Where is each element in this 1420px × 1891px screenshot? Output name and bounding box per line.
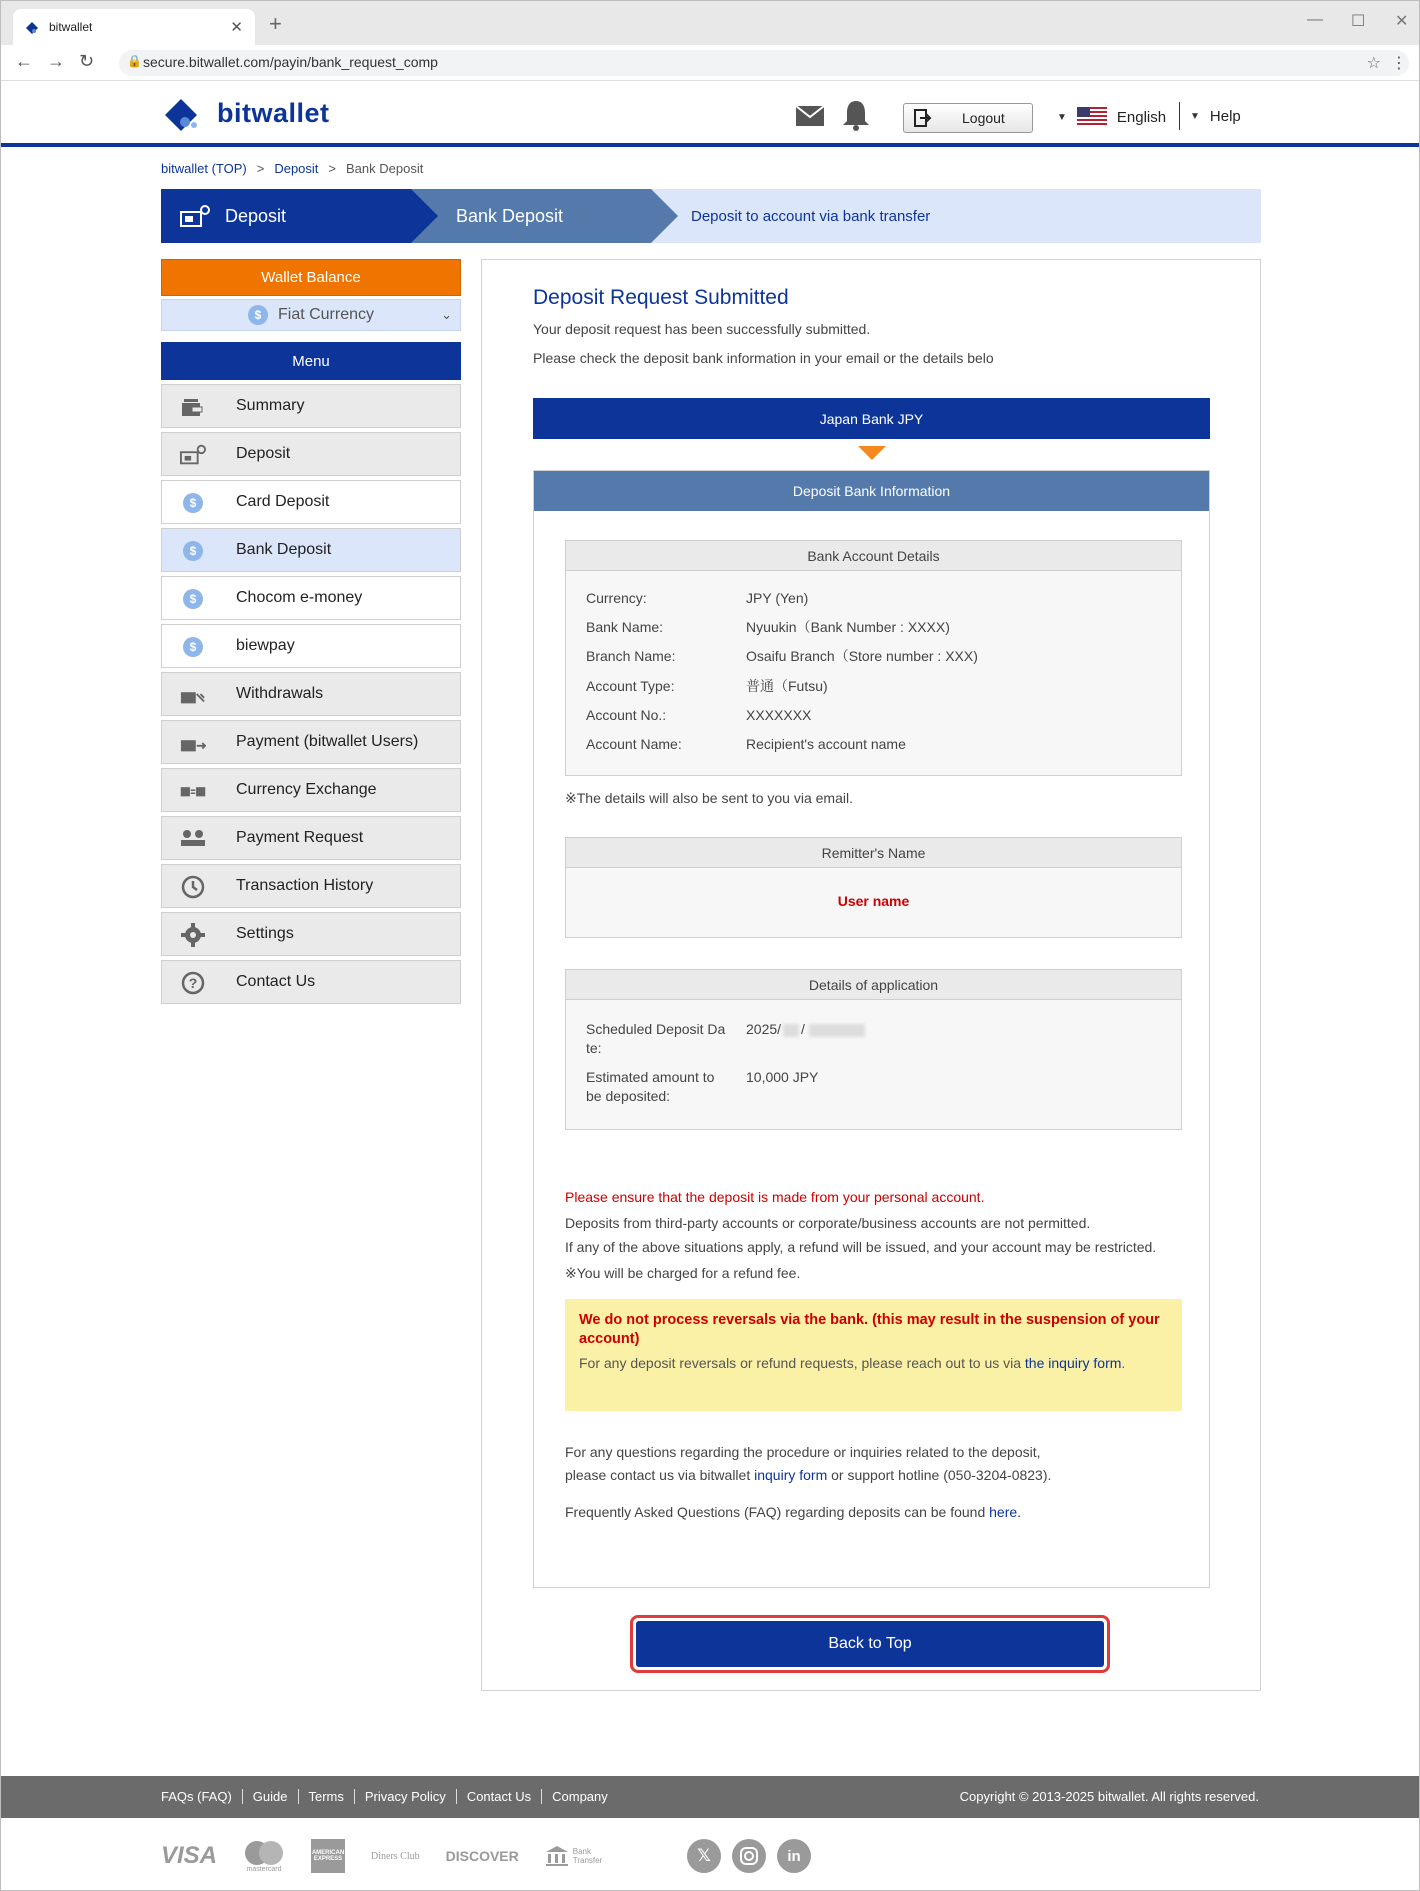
- amount-label-1: Estimated amount to: [586, 1069, 715, 1085]
- sidebar-item-payment[interactable]: [161, 720, 461, 764]
- footer-link-guide[interactable]: Guide: [243, 1789, 299, 1804]
- mastercard-text: mastercard: [246, 1865, 282, 1873]
- sidebar-item-card-deposit[interactable]: [161, 480, 461, 524]
- questions-text: [565, 1441, 1051, 1487]
- sidebar-item-label: Contact Us: [236, 973, 316, 990]
- maximize-icon[interactable]: ☐: [1351, 13, 1366, 30]
- detail-label: [586, 1020, 736, 1058]
- sidebar-item-label: Transaction History: [236, 877, 374, 894]
- users-icon: [180, 827, 206, 851]
- down-triangle-icon: [858, 446, 886, 460]
- sidebar-item-deposit[interactable]: [161, 432, 461, 476]
- logout-button[interactable]: [903, 103, 1033, 133]
- deposit-bank-info-header: Deposit Bank Information: [534, 471, 1209, 511]
- deposit-bank-information: [533, 470, 1210, 1588]
- dollar-coin-icon: $: [183, 637, 203, 657]
- step-description: Deposit to account via bank transfer: [691, 207, 931, 225]
- logout-label: Logout: [962, 110, 1005, 126]
- breadcrumb: [161, 161, 423, 176]
- dollar-coin-icon: $: [183, 493, 203, 513]
- dollar-coin-icon: $: [183, 589, 203, 609]
- fiat-currency-label: Fiat Currency: [277, 306, 375, 323]
- remitter-name-box: [565, 837, 1182, 938]
- dollar-coin-icon: $: [248, 305, 268, 325]
- detail-label: [586, 1068, 736, 1106]
- detail-value: Recipient's account name: [746, 736, 906, 752]
- questions-line2a: please contact us via bitwallet: [565, 1467, 755, 1483]
- copyright: Copyright © 2013-2025 bitwallet. All rights reserved.: [959, 1789, 1259, 1804]
- history-icon: [180, 875, 206, 899]
- caret-down-icon: ▼: [1190, 110, 1200, 122]
- wallet-balance-button[interactable]: Wallet Balance: [161, 259, 461, 296]
- breadcrumb-top-link[interactable]: bitwallet (TOP): [161, 161, 247, 176]
- x-twitter-icon[interactable]: 𝕏: [687, 1839, 721, 1873]
- mail-icon[interactable]: [795, 105, 825, 131]
- sidebar: [161, 259, 461, 1004]
- close-window-icon[interactable]: ✕: [1395, 13, 1409, 30]
- step-arrow: [651, 189, 678, 243]
- deposit-date-label-1: Scheduled Deposit Da: [586, 1021, 726, 1037]
- detail-value: Nyuukin（Bank Number : XXXX): [746, 619, 950, 635]
- email-note: ※The details will also be sent to you via email.: [565, 790, 853, 806]
- linkedin-icon[interactable]: in: [777, 1839, 811, 1873]
- diners-club-logo: Diners Club: [371, 1850, 420, 1862]
- deposit-icon: [180, 443, 206, 467]
- visa-logo: VISA: [161, 1842, 218, 1869]
- application-details-box: [565, 969, 1182, 1130]
- detail-value: 2025/ /: [746, 1020, 865, 1039]
- forward-arrow-icon[interactable]: →: [47, 51, 65, 71]
- sidebar-item-label: Currency Exchange: [236, 781, 377, 798]
- sidebar-item-chocom[interactable]: [161, 576, 461, 620]
- amount-value: 10,000 JPY: [746, 1069, 819, 1085]
- reversal-text-end: .: [1121, 1355, 1126, 1371]
- gear-icon: [180, 923, 206, 947]
- lock-icon: 🔒: [127, 54, 142, 68]
- amount-label-2: be deposited:: [586, 1088, 671, 1104]
- logo-mark-icon: [161, 95, 207, 131]
- language-selector[interactable]: [1057, 107, 1166, 127]
- wallet-icon: [180, 395, 206, 419]
- sidebar-item-summary[interactable]: [161, 384, 461, 428]
- faq-text-body: Frequently Asked Questions (FAQ) regarding deposits can be found: [565, 1504, 990, 1520]
- inquiry-form-link[interactable]: inquiry form: [754, 1467, 828, 1483]
- coin-icon: [180, 587, 206, 611]
- deposit-date-label-2: te:: [586, 1040, 602, 1056]
- browser-tab-strip: [1, 1, 1419, 45]
- browser-menu-icon[interactable]: ⋮: [1391, 55, 1407, 72]
- discover-logo: DISCOVER: [445, 1848, 519, 1864]
- address-bar-row: [1, 45, 1419, 81]
- sidebar-item-label: Summary: [236, 397, 305, 414]
- page-title: Deposit Request Submitted: [533, 286, 789, 309]
- bank-transfer-logo: [545, 1845, 607, 1867]
- instagram-icon[interactable]: [732, 1839, 766, 1873]
- step-arrow: [411, 189, 438, 243]
- step-deposit: [161, 189, 411, 243]
- bank-building-icon: [545, 1845, 569, 1867]
- questions-line1: For any questions regarding the procedure or inquiries related to the deposit,: [565, 1444, 1041, 1460]
- bank-selection-bar: Japan Bank JPY: [533, 398, 1210, 439]
- new-tab-icon[interactable]: +: [269, 11, 282, 36]
- url-text: secure.bitwallet.com/payin/bank_request_comp: [143, 54, 438, 70]
- detail-label: Account No.:: [586, 707, 667, 723]
- remitter-name-title: Remitter's Name: [566, 838, 1181, 868]
- site-header: [1, 81, 1419, 147]
- url-field[interactable]: [119, 50, 1409, 76]
- sidebar-item-label: Payment (bitwallet Users): [236, 733, 419, 750]
- question-icon: [180, 971, 206, 995]
- bitwallet-favicon: [25, 20, 39, 34]
- us-flag-icon: [1077, 107, 1107, 127]
- application-details-title: Details of application: [566, 970, 1181, 1000]
- footer-link-privacy[interactable]: Privacy Policy: [355, 1789, 457, 1804]
- personal-account-warning: Please ensure that the deposit is made from your personal account.: [565, 1189, 985, 1205]
- svg-text:?: ?: [188, 975, 198, 991]
- deposit-icon: [179, 204, 211, 228]
- browser-tab-title: bitwallet: [49, 20, 93, 34]
- sidebar-item-label: biewpay: [236, 637, 295, 654]
- fiat-currency-dropdown[interactable]: [161, 299, 461, 331]
- browser-tab[interactable]: [13, 9, 255, 45]
- detail-value: 普通（Futsu): [746, 678, 828, 694]
- footer-link-contact[interactable]: Contact Us: [457, 1789, 542, 1804]
- mastercard-circles-icon: [243, 1840, 285, 1866]
- detail-label: Bank Name:: [586, 619, 664, 635]
- payment-logos: [161, 1839, 633, 1873]
- help-label: Help: [1209, 107, 1241, 125]
- third-party-warning: Deposits from third-party accounts or corporate/business accounts are not permitted.: [565, 1215, 1091, 1231]
- sidebar-item-label: Chocom e-money: [236, 589, 363, 606]
- detail-value: Osaifu Branch（Store number : XXX): [746, 648, 978, 664]
- step-bank-deposit-label: Bank Deposit: [456, 205, 564, 226]
- coin-icon: [180, 539, 206, 563]
- bookmark-star-icon[interactable]: ☆: [1366, 55, 1381, 72]
- deposit-date-value: 2025/: [746, 1021, 782, 1037]
- bank-account-details-title: Bank Account Details: [566, 541, 1181, 571]
- step-banner: [161, 189, 1261, 243]
- footer: [1, 1776, 1419, 1818]
- language-label: English: [1116, 108, 1167, 126]
- detail-label: Branch Name:: [586, 648, 676, 664]
- blurred-redaction: [809, 1024, 865, 1037]
- step-deposit-label: Deposit: [225, 205, 287, 226]
- logout-icon: [914, 109, 932, 127]
- success-message: Your deposit request has been successfully submitted.: [533, 321, 871, 337]
- detail-value: XXXXXXX: [746, 707, 812, 723]
- menu-header: Menu: [161, 342, 461, 380]
- close-tab-icon[interactable]: ✕: [230, 19, 243, 36]
- footer-link-faq[interactable]: FAQs (FAQ): [161, 1789, 243, 1804]
- detail-value: JPY (Yen): [746, 590, 809, 606]
- bitwallet-logo[interactable]: [161, 95, 330, 131]
- sidebar-item-transaction-history[interactable]: [161, 864, 461, 908]
- sidebar-item-label: Withdrawals: [236, 685, 324, 702]
- back-to-top-button[interactable]: Back to Top: [636, 1621, 1104, 1667]
- sidebar-item-contact-us[interactable]: [161, 960, 461, 1004]
- breadcrumb-separator: >: [328, 161, 336, 176]
- breadcrumb-deposit-link[interactable]: Deposit: [274, 161, 319, 176]
- detail-label: Account Type:: [586, 678, 675, 694]
- minimize-icon[interactable]: —: [1307, 11, 1323, 28]
- footer-link-terms[interactable]: Terms: [299, 1789, 355, 1804]
- sidebar-item-label: Payment Request: [236, 829, 364, 846]
- sidebar-item-biewpay[interactable]: [161, 624, 461, 668]
- reversal-notice: [565, 1299, 1182, 1411]
- detail-label: Account Name:: [586, 736, 682, 752]
- bank-transfer-text: Bank Transfer: [572, 1847, 603, 1865]
- amex-logo: AMERICAN EXPRESS: [311, 1839, 345, 1873]
- sidebar-item-label: Bank Deposit: [236, 541, 332, 558]
- reload-icon[interactable]: ↻: [79, 51, 95, 71]
- faq-here-link[interactable]: here.: [989, 1504, 1022, 1520]
- sidebar-item-settings[interactable]: [161, 912, 461, 956]
- footer-link-company[interactable]: Company: [552, 1789, 608, 1804]
- sidebar-item-label: Settings: [236, 925, 294, 942]
- back-arrow-icon[interactable]: ←: [15, 51, 33, 71]
- withdraw-icon: [180, 683, 206, 707]
- logo-text: bitwallet: [217, 97, 330, 128]
- help-menu[interactable]: [1179, 102, 1241, 130]
- blurred-redaction: [783, 1024, 799, 1037]
- inquiry-form-link[interactable]: the inquiry form: [1024, 1355, 1122, 1371]
- step-bank-deposit: [411, 189, 651, 243]
- coin-icon: [180, 635, 206, 659]
- sidebar-item-label: Card Deposit: [236, 493, 330, 510]
- bank-account-details-box: [565, 540, 1182, 776]
- check-info-message: Please check the deposit bank information in your email or the details belo: [533, 350, 994, 366]
- questions-line2b: or support hotline (050-3204-0823).: [827, 1467, 1052, 1483]
- reversal-text-body: For any deposit reversals or refund requests, please reach out to us via: [579, 1355, 1025, 1371]
- caret-down-icon: ▼: [1057, 111, 1067, 123]
- sidebar-item-payment-request[interactable]: [161, 816, 461, 860]
- chevron-down-icon: ⌄: [441, 307, 452, 322]
- main-panel: [481, 259, 1261, 1691]
- payment-icon: [180, 731, 206, 755]
- sidebar-item-withdrawals[interactable]: [161, 672, 461, 716]
- reversal-warning: We do not process reversals via the bank. (this may result in the suspension of your account): [579, 1312, 1160, 1347]
- mastercard-logo: [243, 1840, 285, 1873]
- sidebar-item-currency-exchange[interactable]: [161, 768, 461, 812]
- footer-links: [161, 1789, 618, 1804]
- faq-text: [565, 1501, 1021, 1524]
- breadcrumb-current: Bank Deposit: [346, 161, 424, 176]
- reversal-text: [579, 1354, 1168, 1373]
- breadcrumb-separator: >: [256, 161, 265, 176]
- remitter-name-value: User name: [837, 893, 910, 909]
- detail-label: Currency:: [586, 590, 647, 606]
- sidebar-item-label: Deposit: [236, 445, 291, 462]
- notification-bell-icon[interactable]: [841, 99, 871, 135]
- exchange-icon: [180, 779, 206, 803]
- sidebar-item-bank-deposit[interactable]: [161, 528, 461, 572]
- refund-fee-note: ※You will be charged for a refund fee.: [565, 1265, 801, 1281]
- refund-warning: If any of the above situations apply, a refund will be issued, and your account may be restricted.: [565, 1239, 1157, 1255]
- coin-icon: [180, 491, 206, 515]
- dollar-coin-icon: $: [183, 541, 203, 561]
